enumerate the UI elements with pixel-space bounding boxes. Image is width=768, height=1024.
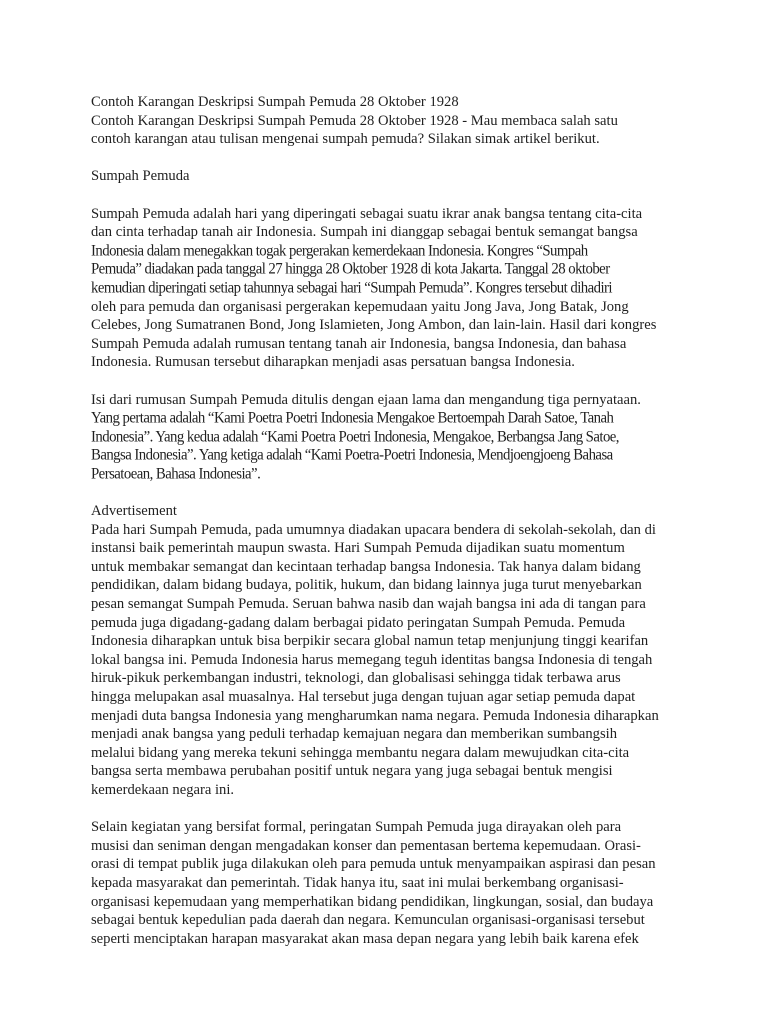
paragraph-line: Bangsa Indonesia”. Yang ketiga adalah “Kami Poetra-Poetri Indonesia, Mendjoengjoeng Bahasa: [91, 446, 613, 464]
paragraph-line: organisasi kepemudaan yang memperhatikan bidang pendidikan, lingkungan, sosial, dan budaya: [91, 893, 654, 910]
document-title: Contoh Karangan Deskripsi Sumpah Pemuda 28 Oktober 1928: [91, 94, 459, 110]
paragraph-line: hingga melupakan asal muasalnya. Hal tersebut juga dengan tujuan agar setiap pemuda dapat: [91, 689, 636, 705]
paragraph-line: sebagai bentuk kepedulian pada daerah dan negara. Kemunculan organisasi-organisasi tersebut: [91, 912, 645, 929]
paragraph-line: Isi dari rumusan Sumpah Pemuda ditulis dengan ejaan lama dan mengandung tiga pernyataan.: [91, 391, 641, 408]
paragraph-line: dan cinta terhadap tanah air Indonesia. Sumpah ini dianggap sebagai bentuk semangat bangsa: [91, 224, 638, 241]
section-heading: Sumpah Pemuda: [91, 168, 190, 185]
paragraph-line: pendidikan, dalam bidang budaya, politik, hukum, dan bidang lainnya juga turut menyebarkan: [91, 577, 642, 594]
paragraph-line: kemudian diperingati setiap tahunnya sebagai hari “Sumpah Pemuda”. Kongres tersebut dihadiri: [91, 279, 612, 297]
paragraph-line: musisi dan seniman dengan mengadakan konser dan pementasan bertema kepemudaan. Orasi-: [91, 837, 641, 854]
paragraph-line: Pada hari Sumpah Pemuda, pada umumnya diadakan upacara bendera di sekolah-sekolah, dan di: [91, 521, 656, 538]
paragraph-line: kepada masyarakat dan pemerintah. Tidak hanya itu, saat ini mulai berkembang organisasi-: [91, 874, 624, 891]
paragraph-line: bangsa serta membawa perubahan positif untuk negara yang juga sebagai bentuk mengisi: [91, 763, 613, 780]
paragraph-line: oleh para pemuda dan organisasi pergerakan kepemudaan yaitu Jong Java, Jong Batak, Jong: [91, 298, 629, 315]
paragraph-line: menjadi anak bangsa yang peduli terhadap kemajuan negara dan memberikan sumbangsih: [91, 726, 618, 743]
paragraph-line: kemerdekaan negara ini.: [91, 781, 235, 798]
paragraph-line: Celebes, Jong Sumatranen Bond, Jong Islamieten, Jong Ambon, dan lain-lain. Hasil dari kongres: [91, 317, 657, 334]
paragraph-line: seperti menciptakan harapan masyarakat akan masa depan negara yang lebih baik karena efek: [91, 930, 639, 947]
paragraph-line: untuk membakar semangat dan kecintaan terhadap bangsa Indonesia. Tak hanya dalam bidang: [91, 558, 641, 575]
paragraph-line: lokal bangsa ini. Pemuda Indonesia harus memegang teguh identitas bangsa Indonesia di tengah: [91, 651, 653, 668]
paragraph-line: menjadi duta bangsa Indonesia yang mengharumkan nama negara. Pemuda Indonesia diharapkan: [91, 707, 659, 724]
paragraph-line: pemuda juga digadang-gadang dalam berbagai pidato peringatan Sumpah Pemuda. Pemuda: [91, 614, 626, 631]
paragraph-line: Selain kegiatan yang bersifat formal, peringatan Sumpah Pemuda juga dirayakan oleh para: [91, 819, 622, 836]
paragraph-line: Indonesia. Rumusan tersebut diharapkan menjadi asas persatuan bangsa Indonesia.: [91, 354, 575, 371]
intro-line: Contoh Karangan Deskripsi Sumpah Pemuda 28 Oktober 1928 - Mau membaca salah satu: [91, 112, 618, 129]
paragraph-line: pesan semangat Sumpah Pemuda. Seruan bahwa nasib dan wajah bangsa ini ada di tangan para: [91, 596, 646, 613]
paragraph-line: Yang pertama adalah “Kami Poetra Poetri Indonesia Mengakoe Bertoempah Darah Satoe, Tanah: [91, 409, 614, 427]
paragraph-line: melalui bidang yang mereka tekuni sehingga membantu negara dalam mewujudkan cita-cita: [91, 744, 630, 761]
document-page: [91, 93, 691, 948]
paragraph-line: Indonesia diharapkan untuk bisa berpikir secara global namun tetap menjunjung tinggi kearifan: [91, 633, 649, 650]
paragraph-line: orasi di tempat publik juga dilakukan oleh para pemuda untuk menyampaikan aspirasi dan pesan: [91, 856, 656, 873]
paragraph-line: instansi baik pemerintah maupun swasta. Hari Sumpah Pemuda dijadikan suatu momentum: [91, 540, 625, 557]
paragraph-line: Indonesia dalam menegakkan togak pergerakan kemerdekaan Indonesia. Kongres “Sumpah: [91, 242, 588, 260]
paragraph-line: Pemuda” diadakan pada tanggal 27 hingga 28 Oktober 1928 di kota Jakarta. Tanggal 28 oktober: [91, 260, 610, 278]
paragraph-line: Sumpah Pemuda adalah hari yang diperingati sebagai suatu ikrar anak bangsa tentang cita-cita: [91, 205, 643, 222]
advertisement-label: Advertisement: [91, 503, 177, 520]
paragraph-line: Sumpah Pemuda adalah rumusan tentang tanah air Indonesia, bangsa Indonesia, dan bahasa: [91, 335, 627, 352]
paragraph-line: Indonesia”. Yang kedua adalah “Kami Poetra Poetri Indonesia, Mengakoe, Berbangsa Jang Satoe,: [91, 428, 619, 446]
paragraph-line: Persatoean, Bahasa Indonesia”.: [91, 465, 261, 483]
intro-line: contoh karangan atau tulisan mengenai sumpah pemuda? Silakan simak artikel berikut.: [91, 131, 600, 148]
paragraph-line: hiruk-pikuk perkembangan industri, teknologi, dan globalisasi sehingga tidak terbawa arus: [91, 670, 621, 687]
